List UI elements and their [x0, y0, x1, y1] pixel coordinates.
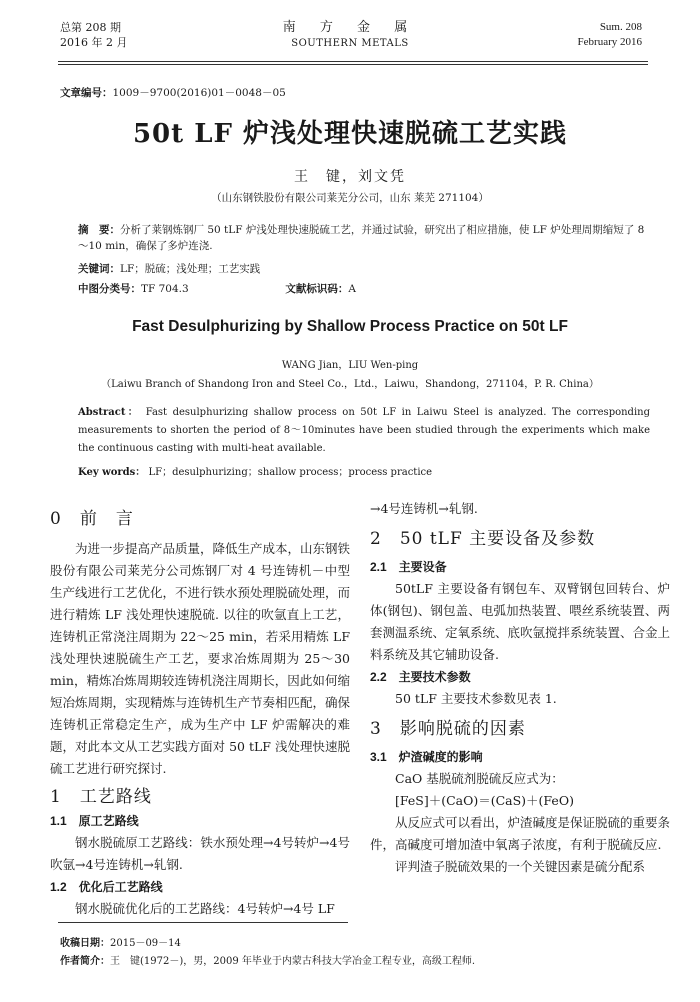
header-right — [578, 20, 642, 50]
article-number-value: 1009－9700(2016)01－0048－05 — [112, 87, 286, 99]
section-1-heading: 1 工艺路线 — [50, 787, 152, 807]
title-en: Fast Desulphurizing by Shallow Process Practice on 50t LF — [132, 318, 568, 335]
keywords-en-text: LF；desulphurizing；shallow process；process practice — [148, 467, 433, 478]
keywords-cn-label: 关键词： — [78, 263, 120, 275]
keywords-en-label: Key words： — [78, 467, 146, 478]
section-0-heading: 0 前 言 — [50, 509, 134, 529]
abstract-cn-label: 摘 要： — [78, 224, 120, 236]
section-3-1-equation: [FeS]＋(CaO)＝(CaS)＋(FeO) — [395, 793, 574, 808]
issue-date-en: February 2016 — [577, 36, 642, 48]
right-column — [370, 498, 670, 878]
abstract-en-label: Abstract： — [78, 407, 141, 418]
section-1-2-heading: 1.2 优化后工艺路线 — [50, 880, 163, 894]
authors-cn: 王 键，刘文凭 — [294, 169, 406, 185]
section-3-1-paragraph-1: CaO 基脱硫剂脱硫反应式为： — [395, 771, 564, 786]
author-bio-label: 作者简介： — [60, 956, 110, 967]
clc-label: 中图分类号： — [78, 283, 141, 295]
page-title: 50t LF 炉浅处理快速脱硫工艺实践 — [132, 119, 568, 149]
section-3-1-paragraph-3: 评判渣子脱硫效果的一个关键因素是硫分配系 — [395, 859, 646, 874]
section-3-heading: 3 影响脱硫的因素 — [370, 719, 526, 739]
journal-name-en: SOUTHERN METALS — [291, 38, 409, 49]
article-number-label: 文章编号： — [60, 87, 113, 99]
section-2-1-heading: 2.1 主要设备 — [370, 560, 447, 574]
section-3-1-paragraph-2: 从反应式可以看出，炉渣碱度是保证脱硫的重要条件，高碱度可增加渣中氧离子浓度，有利于脱硫反应. — [370, 815, 671, 852]
journal-name-cn: 南 方 金 属 — [282, 20, 418, 35]
author-bio-value: 王 键(1972－)，男，2009 年毕业于内蒙古科技大学冶金工程专业，高级工程师. — [110, 956, 476, 967]
abstract-cn-text: 分析了莱钢炼钢厂 50 tLF 炉浅处理快速脱硫工艺，并通过试验，研究出了相应措施，使 LF 炉处理周期缩短了 8～10 min，确保了多炉连浇. — [78, 224, 645, 252]
article-number — [60, 85, 286, 100]
affiliation-en: （Laiwu Branch of Shandong Iron and Steel Co.，Ltd.，Laiwu，Shandong，271104，P. R. China） — [101, 379, 599, 390]
section-0-paragraph: 为进一步提高产品质量，降低生产成本，山东钢铁股份有限公司莱芜分公司炼钢厂对 4 号连铸机－中型生产线进行工艺优化，不进行铁水预处理脱硫处理，而进行精炼 LF 浅处理快速脱硫. 以往的吹氩直上工艺，连铸机正常浇注周期为 22～25 min，若采用精炼 LF 浅处理快速脱硫生产工艺，要求冶炼周期为 25～30 min，精炼冶炼周期较连铸机浇注周期长，因此如何缩短冶炼周期，实现精炼与连铸机生产节奏相匹配，确保连铸机正常稳定生产，成为生产中 LF 炉需解决的难题，对此本文从工艺实践方面对 50 tLF 浅处理快速脱硫工艺进行研究探讨. — [50, 541, 351, 776]
abstract-en — [78, 404, 650, 458]
abstract-en-text: Fast desulphurizing shallow process on 50t LF in Laiwu Steel is analyzed. The corresponding measurements to shorten the period of 8～10minutes have been studied through the experiments which make the continuous casting with multi-heat available. — [78, 407, 650, 454]
author-bio — [60, 952, 475, 967]
header-divider — [58, 61, 648, 65]
doc-code-value: A — [348, 283, 356, 295]
left-column — [50, 508, 350, 920]
abstract-cn — [78, 222, 648, 254]
continued-line: →4号连铸机→轧钢. — [370, 501, 478, 516]
doc-code-label: 文献标识码： — [285, 283, 349, 295]
sum-number: Sum. 208 — [599, 21, 642, 33]
keywords-en — [78, 463, 432, 478]
issue-date: 2016 年 2 月 — [60, 36, 128, 49]
section-2-heading: 2 50 tLF 主要设备及参数 — [370, 529, 596, 549]
section-1-2-paragraph: 钢水脱硫优化后的工艺路线：4号转炉→4号 LF — [75, 901, 335, 916]
section-3-1-heading: 3.1 炉渣碱度的影响 — [370, 750, 483, 764]
section-2-2-paragraph: 50 tLF 主要技术参数见表 1. — [395, 691, 557, 706]
issue-number: 总第 208 期 — [60, 21, 121, 34]
received-date — [60, 934, 181, 949]
received-label: 收稿日期： — [60, 938, 110, 949]
received-value: 2015－09－14 — [110, 938, 181, 949]
affiliation-cn: （山东钢铁股份有限公司莱芜分公司，山东 莱芜 271104） — [211, 192, 489, 204]
section-1-1-paragraph: 钢水脱硫原工艺路线：铁水预处理→4号转炉→4号吹氩→4号连铸机→轧钢. — [50, 835, 350, 872]
section-2-1-paragraph: 50tLF 主要设备有钢包车、双臂钢包回转台、炉体(钢包)、钢包盖、电弧加热装置、喂丝系统装置、两套测温系统、定氧系统、底吹氩搅拌系统装置、合金上料系统及其它辅助设备. — [370, 581, 671, 662]
section-1-1-heading: 1.1 原工艺路线 — [50, 814, 139, 828]
keywords-cn — [78, 261, 648, 277]
clc-value: TF 704.3 — [141, 283, 189, 295]
authors-en: WANG Jian，LIU Wen-ping — [281, 360, 419, 371]
classification-row — [78, 281, 648, 297]
section-2-2-heading: 2.2 主要技术参数 — [370, 670, 471, 684]
keywords-cn-text: LF；脱硫；浅处理；工艺实践 — [120, 263, 261, 275]
footnote-divider — [58, 922, 348, 923]
